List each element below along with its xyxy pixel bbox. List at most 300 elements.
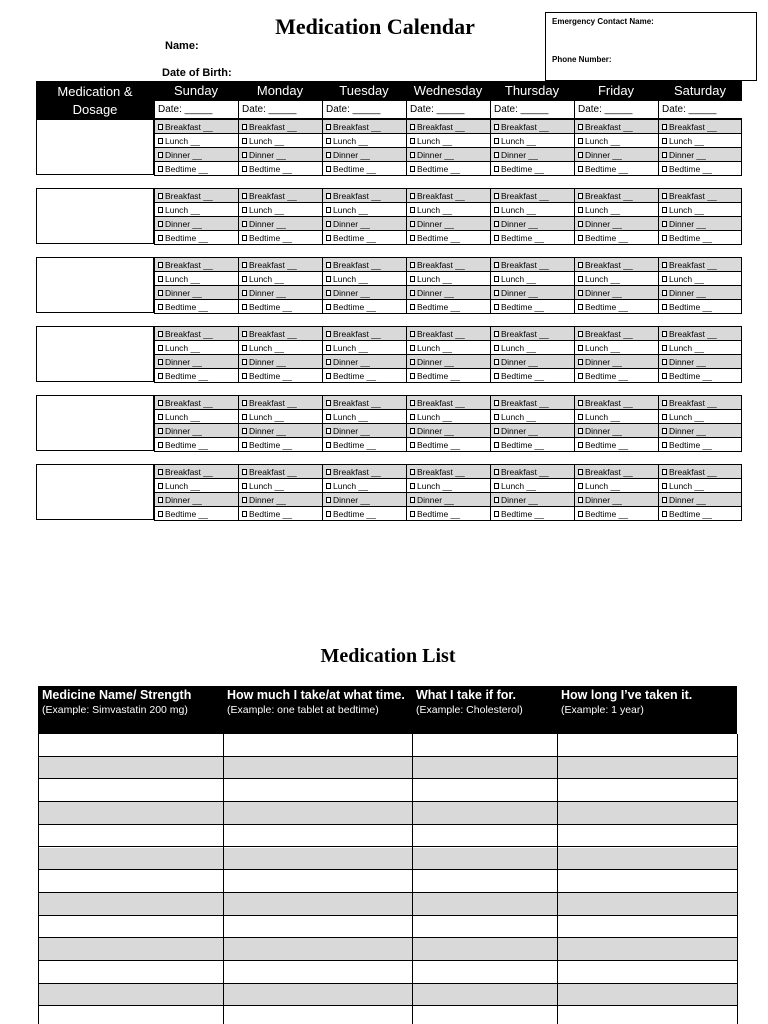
dose-checkbox-dinner[interactable] [490,217,574,231]
date-field-friday[interactable]: Date: _____ [574,101,658,119]
checkbox-icon[interactable] [158,414,163,420]
dose-checkbox-lunch[interactable] [154,410,238,424]
checkbox-icon[interactable] [242,359,247,365]
checkbox-icon[interactable] [578,166,583,172]
list-row[interactable] [38,779,737,802]
dose-checkbox-bedtime[interactable] [322,438,406,452]
checkbox-icon[interactable] [410,483,415,489]
dose-checkbox-dinner[interactable] [658,148,742,162]
checkbox-icon[interactable] [578,276,583,282]
checkbox-icon[interactable] [410,497,415,503]
dose-checkbox-dinner[interactable] [238,355,322,369]
checkbox-icon[interactable] [578,483,583,489]
dose-checkbox-dinner[interactable] [490,493,574,507]
dose-checkbox-dinner[interactable] [238,424,322,438]
checkbox-icon[interactable] [326,290,331,296]
dose-checkbox-dinner[interactable] [238,148,322,162]
dose-checkbox-breakfast[interactable] [322,258,406,272]
dose-checkbox-dinner[interactable] [490,355,574,369]
checkbox-icon[interactable] [326,428,331,434]
dose-checkbox-lunch[interactable] [322,134,406,148]
dose-checkbox-breakfast[interactable] [490,327,574,341]
checkbox-icon[interactable] [326,373,331,379]
checkbox-icon[interactable] [494,221,499,227]
dose-checkbox-breakfast[interactable] [490,396,574,410]
checkbox-icon[interactable] [578,193,583,199]
dose-checkbox-breakfast[interactable] [406,258,490,272]
checkbox-icon[interactable] [494,414,499,420]
dose-checkbox-breakfast[interactable] [238,465,322,479]
dose-checkbox-breakfast[interactable] [574,258,658,272]
checkbox-icon[interactable] [410,276,415,282]
dose-checkbox-lunch[interactable] [322,203,406,217]
checkbox-icon[interactable] [158,235,163,241]
dose-checkbox-lunch[interactable] [574,341,658,355]
checkbox-icon[interactable] [242,469,247,475]
checkbox-icon[interactable] [326,331,331,337]
dose-checkbox-bedtime[interactable] [238,369,322,383]
dose-checkbox-dinner[interactable] [658,355,742,369]
dose-checkbox-dinner[interactable] [322,286,406,300]
dose-checkbox-lunch[interactable] [490,341,574,355]
dose-checkbox-dinner[interactable] [238,493,322,507]
dose-checkbox-lunch[interactable] [574,134,658,148]
dose-checkbox-breakfast[interactable] [406,327,490,341]
dose-checkbox-dinner[interactable] [154,355,238,369]
checkbox-icon[interactable] [326,124,331,130]
dose-checkbox-dinner[interactable] [574,493,658,507]
checkbox-icon[interactable] [410,359,415,365]
checkbox-icon[interactable] [242,124,247,130]
list-row[interactable] [38,938,737,961]
medication-dosage-cell[interactable] [36,326,154,382]
dose-checkbox-bedtime[interactable] [322,231,406,245]
checkbox-icon[interactable] [494,483,499,489]
checkbox-icon[interactable] [326,359,331,365]
checkbox-icon[interactable] [578,235,583,241]
dose-checkbox-lunch[interactable] [658,410,742,424]
date-field-saturday[interactable]: Date: _____ [658,101,742,119]
checkbox-icon[interactable] [494,207,499,213]
checkbox-icon[interactable] [494,331,499,337]
dose-checkbox-bedtime[interactable] [406,507,490,521]
dose-checkbox-breakfast[interactable] [406,120,490,134]
dose-checkbox-bedtime[interactable] [574,300,658,314]
dose-checkbox-breakfast[interactable] [574,465,658,479]
dose-checkbox-bedtime[interactable] [658,507,742,521]
dose-checkbox-bedtime[interactable] [490,438,574,452]
dose-checkbox-lunch[interactable] [238,272,322,286]
dose-checkbox-dinner[interactable] [490,424,574,438]
checkbox-icon[interactable] [494,511,499,517]
dose-checkbox-breakfast[interactable] [574,327,658,341]
checkbox-icon[interactable] [158,290,163,296]
dose-checkbox-dinner[interactable] [154,424,238,438]
dose-checkbox-bedtime[interactable] [574,507,658,521]
checkbox-icon[interactable] [242,262,247,268]
dose-checkbox-bedtime[interactable] [322,162,406,176]
checkbox-icon[interactable] [662,124,667,130]
checkbox-icon[interactable] [326,235,331,241]
medication-dosage-cell[interactable] [36,395,154,451]
dose-checkbox-lunch[interactable] [406,410,490,424]
list-row[interactable] [38,984,737,1007]
dose-checkbox-breakfast[interactable] [658,258,742,272]
checkbox-icon[interactable] [326,166,331,172]
dose-checkbox-lunch[interactable] [154,479,238,493]
dose-checkbox-lunch[interactable] [658,203,742,217]
checkbox-icon[interactable] [242,497,247,503]
checkbox-icon[interactable] [410,152,415,158]
dose-checkbox-dinner[interactable] [238,286,322,300]
checkbox-icon[interactable] [410,138,415,144]
dose-checkbox-dinner[interactable] [322,217,406,231]
checkbox-icon[interactable] [326,276,331,282]
dose-checkbox-lunch[interactable] [658,341,742,355]
dose-checkbox-dinner[interactable] [658,217,742,231]
dose-checkbox-bedtime[interactable] [406,300,490,314]
checkbox-icon[interactable] [410,235,415,241]
dose-checkbox-dinner[interactable] [490,286,574,300]
checkbox-icon[interactable] [326,345,331,351]
checkbox-icon[interactable] [326,497,331,503]
checkbox-icon[interactable] [158,511,163,517]
dose-checkbox-lunch[interactable] [490,479,574,493]
checkbox-icon[interactable] [410,511,415,517]
list-row[interactable] [38,893,737,916]
dose-checkbox-bedtime[interactable] [322,369,406,383]
dose-checkbox-dinner[interactable] [406,355,490,369]
dose-checkbox-dinner[interactable] [574,217,658,231]
dose-checkbox-bedtime[interactable] [154,507,238,521]
list-row[interactable] [38,961,737,984]
list-row[interactable] [38,870,737,893]
dose-checkbox-bedtime[interactable] [406,438,490,452]
checkbox-icon[interactable] [158,207,163,213]
checkbox-icon[interactable] [578,124,583,130]
dose-checkbox-breakfast[interactable] [322,189,406,203]
checkbox-icon[interactable] [326,400,331,406]
dose-checkbox-lunch[interactable] [238,341,322,355]
checkbox-icon[interactable] [662,511,667,517]
checkbox-icon[interactable] [242,207,247,213]
checkbox-icon[interactable] [410,290,415,296]
checkbox-icon[interactable] [410,262,415,268]
dose-checkbox-lunch[interactable] [154,272,238,286]
dose-checkbox-lunch[interactable] [658,479,742,493]
dose-checkbox-bedtime[interactable] [238,162,322,176]
checkbox-icon[interactable] [158,138,163,144]
dose-checkbox-lunch[interactable] [658,134,742,148]
dose-checkbox-bedtime[interactable] [658,231,742,245]
checkbox-icon[interactable] [242,221,247,227]
checkbox-icon[interactable] [578,262,583,268]
dose-checkbox-lunch[interactable] [406,341,490,355]
dose-checkbox-bedtime[interactable] [154,231,238,245]
checkbox-icon[interactable] [158,359,163,365]
checkbox-icon[interactable] [158,166,163,172]
checkbox-icon[interactable] [662,262,667,268]
dose-checkbox-breakfast[interactable] [658,465,742,479]
checkbox-icon[interactable] [662,442,667,448]
checkbox-icon[interactable] [578,469,583,475]
checkbox-icon[interactable] [242,331,247,337]
dose-checkbox-dinner[interactable] [406,424,490,438]
dose-checkbox-lunch[interactable] [154,134,238,148]
dose-checkbox-breakfast[interactable] [238,189,322,203]
checkbox-icon[interactable] [158,373,163,379]
checkbox-icon[interactable] [242,483,247,489]
checkbox-icon[interactable] [326,511,331,517]
checkbox-icon[interactable] [158,193,163,199]
checkbox-icon[interactable] [662,276,667,282]
dose-checkbox-bedtime[interactable] [658,162,742,176]
dose-checkbox-lunch[interactable] [658,272,742,286]
dose-checkbox-breakfast[interactable] [574,189,658,203]
list-row[interactable] [38,825,737,848]
dose-checkbox-dinner[interactable] [154,493,238,507]
dose-checkbox-dinner[interactable] [574,355,658,369]
checkbox-icon[interactable] [410,345,415,351]
checkbox-icon[interactable] [578,138,583,144]
checkbox-icon[interactable] [158,400,163,406]
checkbox-icon[interactable] [410,373,415,379]
dose-checkbox-breakfast[interactable] [154,189,238,203]
checkbox-icon[interactable] [662,235,667,241]
checkbox-icon[interactable] [662,428,667,434]
dose-checkbox-dinner[interactable] [406,286,490,300]
dose-checkbox-lunch[interactable] [490,203,574,217]
checkbox-icon[interactable] [326,207,331,213]
dose-checkbox-lunch[interactable] [490,134,574,148]
checkbox-icon[interactable] [410,304,415,310]
checkbox-icon[interactable] [242,511,247,517]
checkbox-icon[interactable] [242,138,247,144]
checkbox-icon[interactable] [494,235,499,241]
dose-checkbox-bedtime[interactable] [658,300,742,314]
dose-checkbox-bedtime[interactable] [406,162,490,176]
dose-checkbox-lunch[interactable] [574,479,658,493]
dose-checkbox-dinner[interactable] [322,355,406,369]
checkbox-icon[interactable] [158,428,163,434]
dose-checkbox-breakfast[interactable] [658,396,742,410]
checkbox-icon[interactable] [578,359,583,365]
dose-checkbox-bedtime[interactable] [238,231,322,245]
checkbox-icon[interactable] [158,483,163,489]
checkbox-icon[interactable] [578,152,583,158]
checkbox-icon[interactable] [242,304,247,310]
checkbox-icon[interactable] [242,193,247,199]
checkbox-icon[interactable] [578,290,583,296]
checkbox-icon[interactable] [242,400,247,406]
dose-checkbox-breakfast[interactable] [238,120,322,134]
checkbox-icon[interactable] [158,152,163,158]
checkbox-icon[interactable] [662,497,667,503]
checkbox-icon[interactable] [662,345,667,351]
checkbox-icon[interactable] [326,262,331,268]
dose-checkbox-breakfast[interactable] [658,327,742,341]
dose-checkbox-lunch[interactable] [406,272,490,286]
checkbox-icon[interactable] [662,138,667,144]
checkbox-icon[interactable] [410,400,415,406]
dose-checkbox-bedtime[interactable] [238,438,322,452]
dose-checkbox-bedtime[interactable] [238,507,322,521]
dose-checkbox-breakfast[interactable] [406,465,490,479]
dose-checkbox-lunch[interactable] [322,341,406,355]
dose-checkbox-breakfast[interactable] [490,465,574,479]
checkbox-icon[interactable] [326,221,331,227]
dose-checkbox-bedtime[interactable] [574,231,658,245]
dose-checkbox-lunch[interactable] [154,203,238,217]
checkbox-icon[interactable] [326,152,331,158]
dose-checkbox-breakfast[interactable] [154,258,238,272]
dose-checkbox-breakfast[interactable] [238,258,322,272]
dose-checkbox-dinner[interactable] [574,286,658,300]
checkbox-icon[interactable] [494,124,499,130]
checkbox-icon[interactable] [242,152,247,158]
checkbox-icon[interactable] [662,304,667,310]
checkbox-icon[interactable] [158,304,163,310]
list-row[interactable] [38,1006,737,1024]
dose-checkbox-lunch[interactable] [238,203,322,217]
dose-checkbox-lunch[interactable] [574,203,658,217]
dose-checkbox-bedtime[interactable] [154,438,238,452]
checkbox-icon[interactable] [326,138,331,144]
checkbox-icon[interactable] [326,193,331,199]
checkbox-icon[interactable] [494,152,499,158]
dose-checkbox-bedtime[interactable] [574,162,658,176]
dose-checkbox-dinner[interactable] [322,493,406,507]
date-field-tuesday[interactable]: Date: _____ [322,101,406,119]
dose-checkbox-dinner[interactable] [322,148,406,162]
dose-checkbox-bedtime[interactable] [406,231,490,245]
dose-checkbox-breakfast[interactable] [406,396,490,410]
dose-checkbox-lunch[interactable] [574,410,658,424]
checkbox-icon[interactable] [410,331,415,337]
checkbox-icon[interactable] [242,235,247,241]
checkbox-icon[interactable] [158,124,163,130]
dose-checkbox-bedtime[interactable] [490,231,574,245]
checkbox-icon[interactable] [410,193,415,199]
checkbox-icon[interactable] [494,290,499,296]
checkbox-icon[interactable] [494,276,499,282]
checkbox-icon[interactable] [662,331,667,337]
checkbox-icon[interactable] [578,331,583,337]
checkbox-icon[interactable] [410,221,415,227]
dose-checkbox-breakfast[interactable] [574,120,658,134]
dose-checkbox-lunch[interactable] [322,410,406,424]
checkbox-icon[interactable] [158,221,163,227]
dose-checkbox-bedtime[interactable] [490,162,574,176]
list-row[interactable] [38,802,737,825]
checkbox-icon[interactable] [494,304,499,310]
checkbox-icon[interactable] [494,166,499,172]
checkbox-icon[interactable] [158,276,163,282]
dose-checkbox-bedtime[interactable] [322,507,406,521]
checkbox-icon[interactable] [158,442,163,448]
checkbox-icon[interactable] [662,469,667,475]
checkbox-icon[interactable] [662,414,667,420]
dose-checkbox-dinner[interactable] [154,286,238,300]
checkbox-icon[interactable] [494,262,499,268]
dose-checkbox-bedtime[interactable] [490,369,574,383]
checkbox-icon[interactable] [410,166,415,172]
list-row[interactable] [38,848,737,871]
dose-checkbox-breakfast[interactable] [154,396,238,410]
dose-checkbox-breakfast[interactable] [490,258,574,272]
dose-checkbox-bedtime[interactable] [658,369,742,383]
dose-checkbox-breakfast[interactable] [574,396,658,410]
checkbox-icon[interactable] [494,359,499,365]
checkbox-icon[interactable] [494,497,499,503]
list-row[interactable] [38,757,737,780]
dose-checkbox-breakfast[interactable] [322,120,406,134]
dose-checkbox-breakfast[interactable] [322,396,406,410]
checkbox-icon[interactable] [578,345,583,351]
dose-checkbox-dinner[interactable] [574,424,658,438]
checkbox-icon[interactable] [662,193,667,199]
dose-checkbox-lunch[interactable] [490,410,574,424]
checkbox-icon[interactable] [410,124,415,130]
checkbox-icon[interactable] [242,276,247,282]
medication-dosage-cell[interactable] [36,188,154,244]
dose-checkbox-breakfast[interactable] [322,465,406,479]
dose-checkbox-lunch[interactable] [406,134,490,148]
dose-checkbox-bedtime[interactable] [658,438,742,452]
checkbox-icon[interactable] [242,290,247,296]
checkbox-icon[interactable] [578,400,583,406]
dose-checkbox-bedtime[interactable] [574,369,658,383]
list-row[interactable] [38,734,737,757]
date-field-monday[interactable]: Date: _____ [238,101,322,119]
dose-checkbox-dinner[interactable] [658,424,742,438]
checkbox-icon[interactable] [662,373,667,379]
dose-checkbox-lunch[interactable] [154,341,238,355]
list-row[interactable] [38,916,737,939]
checkbox-icon[interactable] [578,442,583,448]
dose-checkbox-bedtime[interactable] [490,300,574,314]
dose-checkbox-breakfast[interactable] [658,189,742,203]
checkbox-icon[interactable] [326,469,331,475]
checkbox-icon[interactable] [158,469,163,475]
dose-checkbox-breakfast[interactable] [406,189,490,203]
dose-checkbox-dinner[interactable] [490,148,574,162]
dose-checkbox-dinner[interactable] [154,148,238,162]
dose-checkbox-bedtime[interactable] [490,507,574,521]
checkbox-icon[interactable] [242,442,247,448]
checkbox-icon[interactable] [494,345,499,351]
checkbox-icon[interactable] [410,442,415,448]
dose-checkbox-lunch[interactable] [490,272,574,286]
checkbox-icon[interactable] [578,428,583,434]
dose-checkbox-breakfast[interactable] [490,120,574,134]
checkbox-icon[interactable] [494,373,499,379]
checkbox-icon[interactable] [662,207,667,213]
checkbox-icon[interactable] [494,400,499,406]
checkbox-icon[interactable] [410,428,415,434]
dose-checkbox-bedtime[interactable] [406,369,490,383]
checkbox-icon[interactable] [662,221,667,227]
date-field-thursday[interactable]: Date: _____ [490,101,574,119]
checkbox-icon[interactable] [242,345,247,351]
checkbox-icon[interactable] [326,483,331,489]
dose-checkbox-bedtime[interactable] [322,300,406,314]
dose-checkbox-dinner[interactable] [322,424,406,438]
checkbox-icon[interactable] [578,373,583,379]
dose-checkbox-lunch[interactable] [406,479,490,493]
dose-checkbox-lunch[interactable] [238,134,322,148]
checkbox-icon[interactable] [242,373,247,379]
